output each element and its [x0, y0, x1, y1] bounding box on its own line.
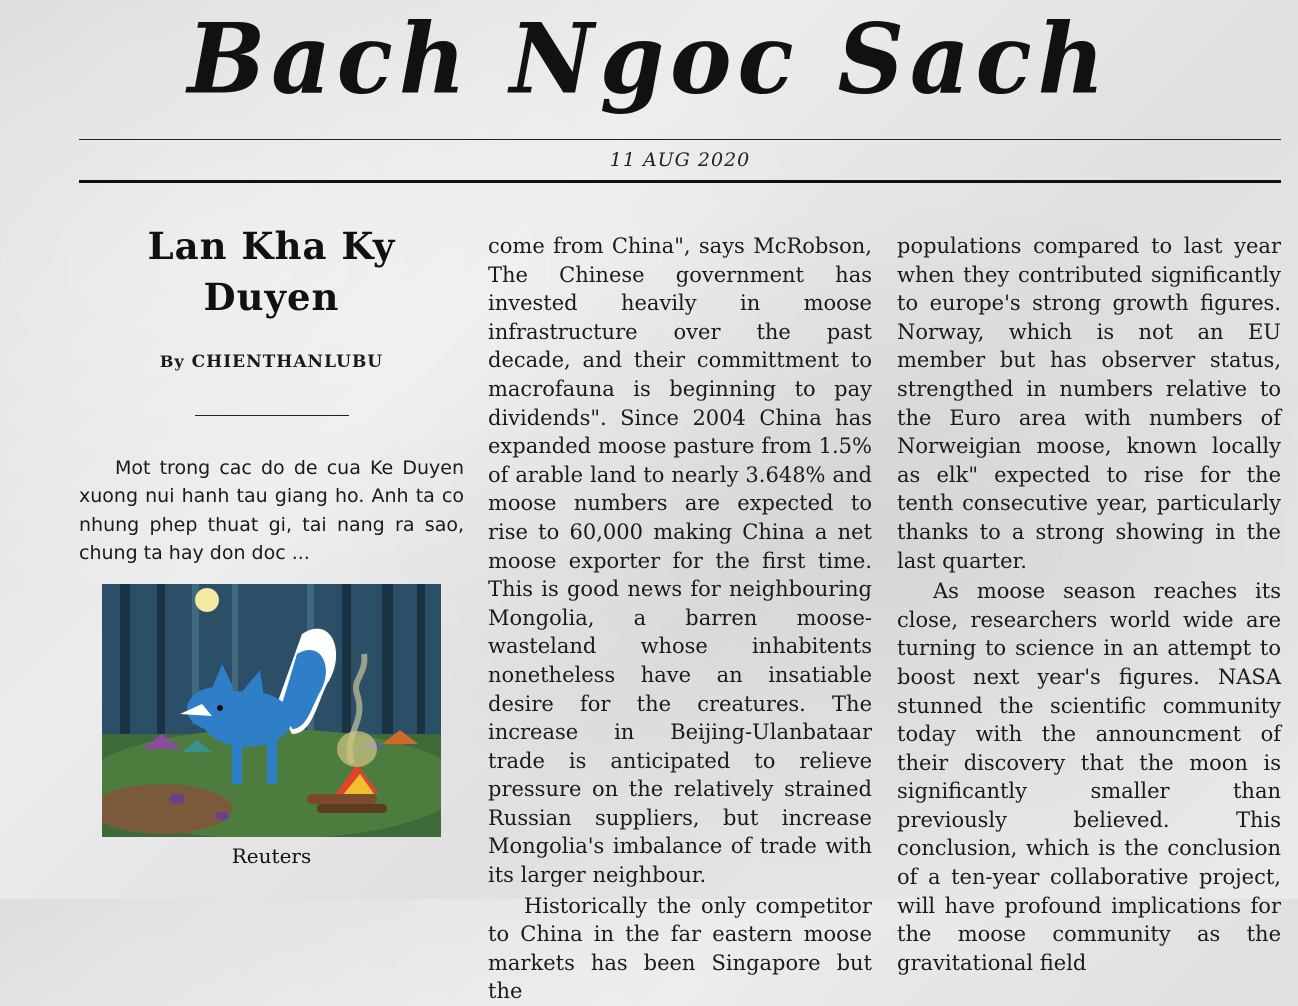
- masthead-rule-top: [79, 139, 1281, 140]
- column-middle-paragraph-2: Historically the only competitor to China in the far eastern moose markets has been Singapore but the: [488, 893, 872, 1004]
- article-headline[interactable]: Lan Kha Ky Duyen: [147, 224, 396, 319]
- article-byline: [79, 348, 464, 377]
- article-illustration[interactable]: [102, 584, 441, 837]
- figure-caption: Reuters: [231, 844, 312, 868]
- article-lede: Mot trong cac do de cua Ke Duyen xuong nui hanh tau giang ho. Anh ta co nhung phep thuat gi, tai nang ra sao, chung ta hay don doc ...: [79, 456, 464, 565]
- masthead: [0, 0, 1298, 120]
- column-middle: [488, 232, 872, 1006]
- column-left: [79, 224, 464, 568]
- headline-divider: [195, 415, 349, 416]
- byline-author[interactable]: CHIENTHANLUBU: [191, 352, 384, 372]
- column-middle-paragraph-1: come from China", says McRobson, The Chinese government has invested heavily in moose infrastructure over the past decade, and their committment to macrofauna is beginning to pay dividends". Since 2004 China has expanded moose pasture from 1.5% of arable land to nearly 3.648% and moose numbers are expected to rise to 60,000 making China a net moose exporter for the first time. This is good news for neighbouring Mongolia, a barren moose-wasteland whose inhabitents nonetheless have an insatiable desire for the creatures. The increase in Beijing-Ulanbataar trade is anticipated to relieve pressure on the relatively strained Russian suppliers, but increase Mongolia's imbalance of trade with its larger neighbour.: [488, 234, 872, 888]
- column-right: [897, 232, 1281, 977]
- byline-prefix: By: [159, 352, 185, 371]
- column-right-paragraph-2: As moose season reaches its close, researchers world wide are turning to science in an attempt to boost next year's figures. NASA stunned the scientific community today with the announcment of their discovery that the moon is significantly smaller than previously believed. This conclusion, which is the conclusion of a ten-year collaborative project, will have profound implications for the moose community as the gravitational field: [897, 579, 1281, 975]
- dateline: 11 AUG 2020: [609, 149, 751, 171]
- masthead-rule-bottom: [79, 180, 1281, 183]
- column-right-paragraph-1: populations compared to last year when they contributed significantly to europe's strong growth figures. Norway, which is not an EU member but has observer status, strengthed in numbers relative to the Euro area with numbers of Norweigian moose, known locally as elk" expected to rise for the tenth consecutive year, particularly thanks to a strong showing in the last quarter.: [897, 234, 1281, 573]
- newspaper-title: Bach Ngoc Sach: [187, 2, 1111, 116]
- fox-forest-illustration: [102, 584, 441, 837]
